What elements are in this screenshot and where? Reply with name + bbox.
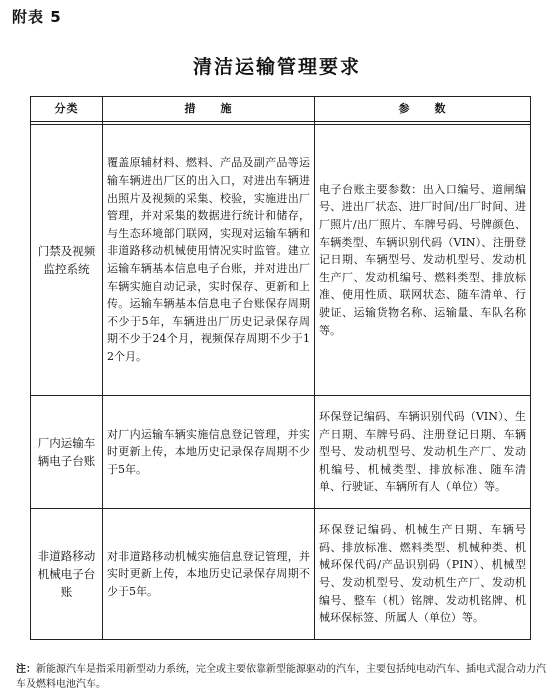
- table-row: [31, 509, 531, 640]
- row-category: 非道路移动机械电子台账: [31, 509, 103, 640]
- table-row: [31, 396, 531, 509]
- row-parameters: 环保登记编码、车辆识别代码（VIN）、生产日期、车牌号码、注册登记日期、车辆型号、发动机型号、发动机生产厂、发动机编号、机械类型、排放标准、随车清单、行驶证、车辆所有人（单位）等。: [315, 396, 531, 509]
- appendix-label: 附表 5: [12, 8, 62, 26]
- requirements-table: [30, 96, 531, 640]
- header-measures: 措 施: [103, 97, 315, 122]
- table-header-row: [31, 97, 531, 122]
- row-category: 厂内运输车辆电子台账: [31, 396, 103, 509]
- table-row: [31, 125, 531, 396]
- header-parameters: 参 数: [315, 97, 531, 122]
- footnote-text: 新能源汽车是指采用新型动力系统，完全或主要依靠新型能源驱动的汽车，主要包括纯电动汽车、插电式混合动力汽车及燃料电池汽车。: [16, 664, 546, 690]
- row-measures: 对厂内运输车辆实施信息登记管理，并实时更新上传，本地历史记录保存周期不少于5年。: [103, 396, 315, 509]
- header-category: 分类: [31, 97, 103, 122]
- row-parameters: 环保登记编码、机械生产日期、车辆号码、排放标准、燃料类型、机械种类、机械环保代码/产品识别码（PIN）、机械型号、发动机型号、发动机生产厂、发动机编号、整车（机）铭牌、发动机铭牌、机械环保标签、所属人（单位）等。: [315, 509, 531, 640]
- row-parameters: 电子台账主要参数：出入口编号、道闸编号、进出厂状态、进厂时间/出厂时间、进厂照片/出厂照片、车牌号码、号牌颜色、车辆类型、车辆识别代码（VIN）、注册登记日期、车辆型号、发动机型号、发动机生产厂、发动机编号、燃料类型、排放标准、使用性质、联网状态、随车清单、行驶证、运输货物名称、运输量、车队名称等。: [315, 125, 531, 396]
- footnote: [16, 662, 546, 692]
- row-measures: 对非道路移动机械实施信息登记管理，并实时更新上传，本地历史记录保存周期不少于5年。: [103, 509, 315, 640]
- row-measures: 覆盖原辅材料、燃料、产品及副产品等运输车辆进出厂区的出入口，对进出车辆进出照片及视频的采集、校验，实施进出厂管理，并对采集的数据进行统计和储存，与生态环境部门联网，实现对运输车辆和非道路移动机械使用情况实时监管。建立运输车辆基本信息电子台账，并对进出厂车辆实施自动记录，实时保存、更新和上传。运输车辆基本信息电子台账保存周期不少于5年，车辆进出厂历史记录保存周期不少于24个月，视频保存周期不少于12个月。: [103, 125, 315, 396]
- row-category: 门禁及视频监控系统: [31, 125, 103, 396]
- footnote-label: 注：: [16, 664, 36, 675]
- document-title: 清洁运输管理要求: [192, 56, 361, 78]
